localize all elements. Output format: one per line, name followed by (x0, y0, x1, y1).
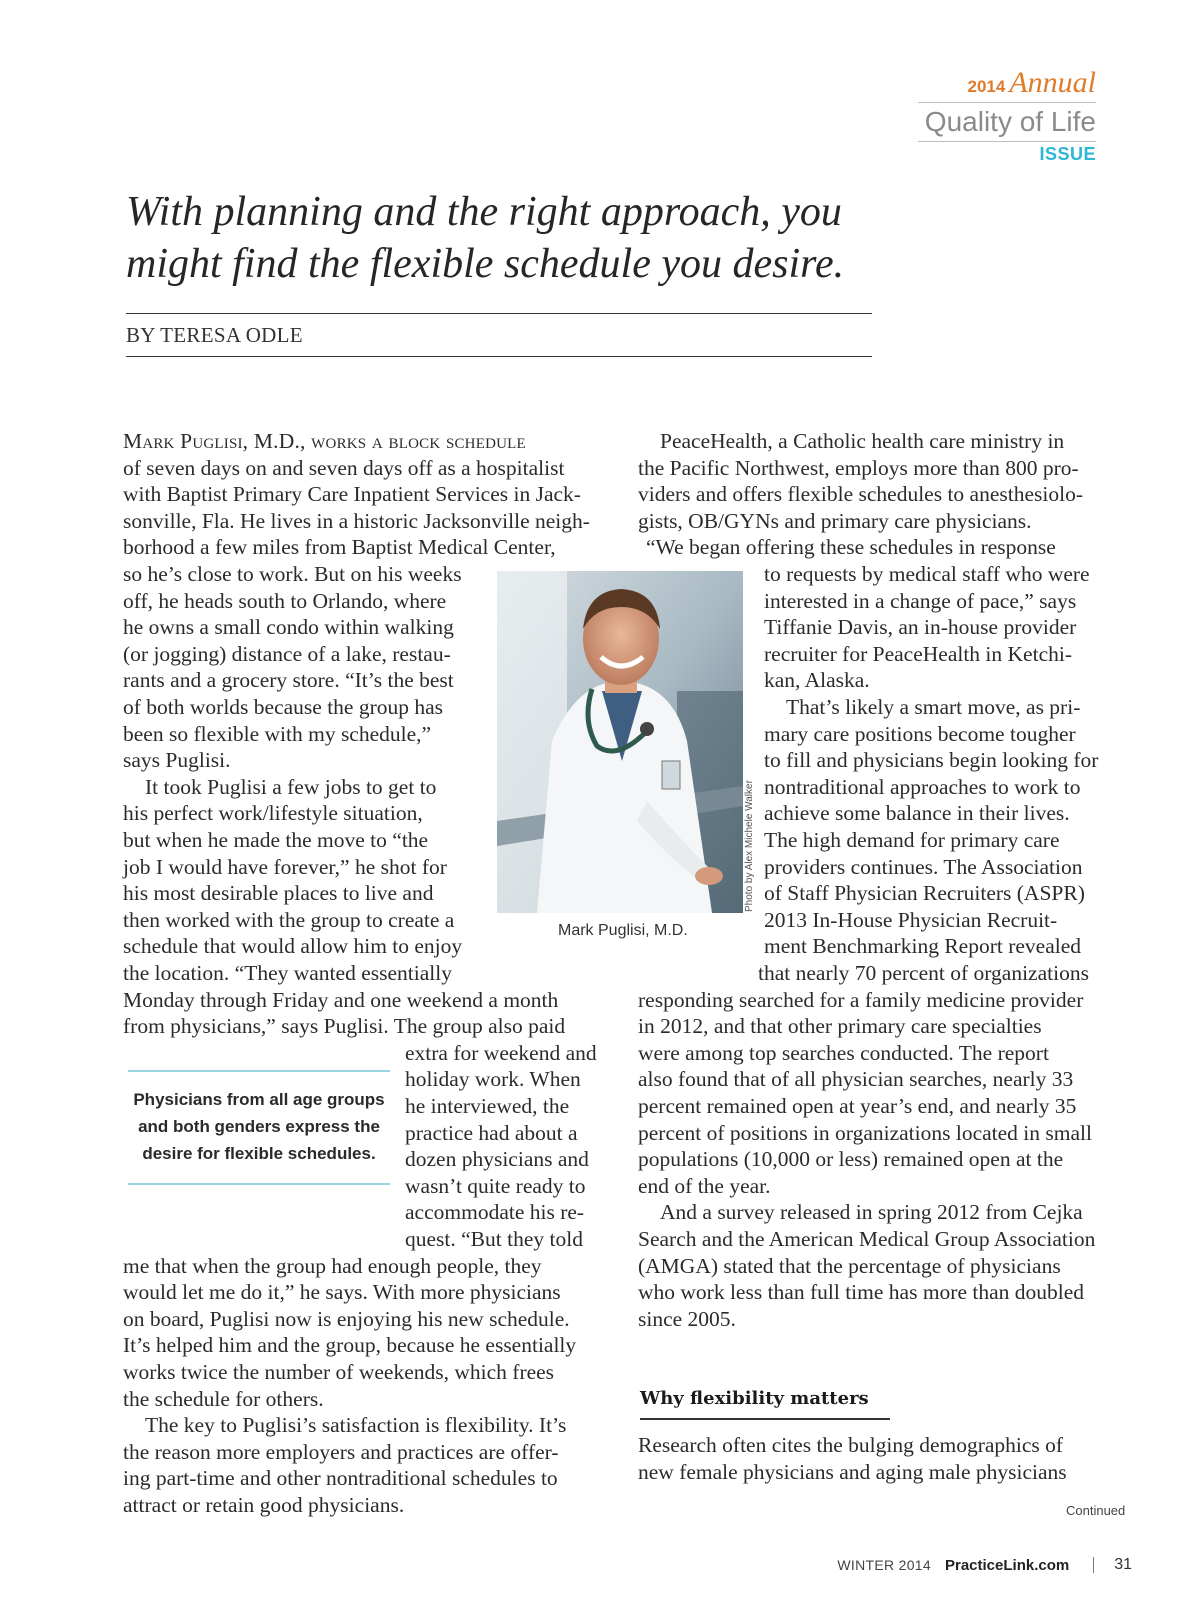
continued-label: Continued (1066, 1503, 1126, 1518)
text-line: The high demand for primary care (764, 828, 1060, 852)
text-line: were among top searches conducted. The report (638, 1040, 1049, 1065)
text-line: Tiffanie Davis, an in-house provider (764, 615, 1077, 640)
text-line: viders and offers flexible schedules to anesthesiolo- (638, 482, 1084, 507)
text-line: the location. “They wanted essentially (123, 961, 452, 985)
deck-line-2: might find the flexible schedule you desire. (126, 241, 845, 287)
text-line: providers continues. The Association (764, 854, 1083, 879)
masthead-annual: Annual (1009, 66, 1096, 99)
text-line: been so flexible with my schedule,” (123, 721, 432, 746)
text-line: end of the year. (638, 1173, 771, 1198)
text-line: schedule that would allow him to enjoy (123, 934, 463, 959)
text-line: extra for weekend and (405, 1040, 597, 1065)
pull-quote (128, 1070, 390, 1185)
text-line: achieve some balance in their lives. (764, 801, 1070, 826)
text-line: responding searched for a family medicine provider (638, 987, 1084, 1012)
text-line: quest. “But they told (405, 1227, 583, 1251)
text-line: to fill and physicians begin looking for (764, 748, 1099, 773)
text-line: wasn’t quite ready to (405, 1173, 586, 1198)
text-line: attract or retain good physicians. (123, 1493, 405, 1517)
text-line: 2013 In-House Physician Recruit- (764, 907, 1058, 932)
footer-divider (1093, 1557, 1094, 1573)
pull-quote-rule-bottom (128, 1183, 390, 1185)
text-line: populations (10,000 or less) remained open at the (638, 1147, 1064, 1172)
text-line: job I would have forever,” he shot for (123, 854, 447, 879)
footer-issue-date: WINTER 2014 (837, 1557, 931, 1573)
page-footer (837, 1556, 1132, 1574)
byline-rule-top (126, 313, 872, 314)
text-line: “We began offering these schedules in response (646, 535, 1056, 560)
text-line: Search and the American Medical Group Association (638, 1227, 1096, 1251)
text-line: interested in a change of pace,” says (764, 588, 1077, 613)
masthead-rule (918, 102, 1096, 103)
issue-masthead (918, 66, 1096, 165)
text-line: to requests by medical staff who were (764, 562, 1090, 586)
text-line: off, he heads south to Orlando, where (123, 588, 447, 613)
text-line: PeaceHealth, a Catholic health care ministry in (660, 429, 1065, 453)
pull-quote-text: Physicians from all age groups and both genders express the desire for flexible schedules. (133, 1090, 385, 1163)
masthead-line1 (918, 66, 1096, 100)
text-line: recruiter for PeaceHealth in Ketchi- (764, 641, 1073, 666)
subhead-rule (640, 1418, 890, 1420)
text-line: the reason more employers and practices are offer- (123, 1439, 559, 1464)
text-line: with Baptist Primary Care Inpatient Services in Jack- (123, 482, 581, 507)
page-number: 31 (1114, 1556, 1132, 1573)
doctor-photo (497, 571, 743, 913)
text-line: his most desirable places to live and (123, 881, 434, 906)
text-line: from physicians,” says Puglisi. The group also paid (123, 1014, 566, 1039)
text-line: then worked with the group to create a (123, 907, 455, 932)
text-line: so he’s close to work. But on his weeks (123, 562, 462, 586)
text-line: nontraditional approaches to work to (764, 774, 1081, 799)
masthead-title: Quality of Life (924, 106, 1096, 137)
text-line: of seven days on and seven days off as a hospitalist (123, 455, 565, 480)
section-subhead: Why flexibility matters (640, 1388, 869, 1409)
text-line: dozen physicians and (405, 1147, 589, 1172)
text-line: And a survey released in spring 2012 from Cejka (660, 1200, 1083, 1225)
text-line: mary care positions become tougher (764, 721, 1076, 746)
text-line: (AMGA) stated that the percentage of physicians (638, 1253, 1061, 1278)
text-line: ing part-time and other nontraditional schedules to (123, 1466, 558, 1491)
text-line: Monday through Friday and one weekend a month (123, 987, 559, 1012)
text-line: since 2005. (638, 1306, 736, 1331)
text-line: but when he made the move to “the (123, 828, 429, 852)
text-line: (or jogging) distance of a lake, restau- (123, 641, 451, 666)
text-line: that nearly 70 percent of organizations (758, 961, 1089, 985)
text-line: works twice the number of weekends, which frees (123, 1360, 555, 1384)
masthead-year: 2014 (967, 77, 1006, 96)
text-line: the schedule for others. (123, 1386, 324, 1411)
text-line: his perfect work/lifestyle situation, (123, 801, 423, 826)
doctor-photo-illustration (497, 571, 743, 913)
byline: BY TERESA ODLE (126, 323, 303, 347)
text-line: gists, OB/GYNs and primary care physicians. (638, 508, 1032, 533)
article-deck (126, 186, 886, 290)
deck-line-1: With planning and the right approach, you (126, 189, 842, 235)
text-line: That’s likely a smart move, as pri- (786, 695, 1081, 719)
text-line: sonville, Fla. He lives in a historic Jacksonville neigh- (123, 508, 590, 533)
text-line: also found that of all physician searches, nearly 33 (638, 1067, 1074, 1092)
text-line: It’s helped him and the group, because he essentially (123, 1333, 577, 1358)
text-line: who work less than full time has more than doubled (638, 1280, 1085, 1305)
text-line: practice had about a (405, 1120, 578, 1145)
text-line: new female physicians and aging male physicians (638, 1459, 1067, 1484)
text-line: rants and a grocery store. “It’s the best (123, 668, 454, 693)
text-line: would let me do it,” he says. With more physicians (123, 1280, 561, 1305)
text-line: Mark Puglisi, M.D., works a block schedule (123, 429, 526, 453)
text-line: on board, Puglisi now is enjoying his new schedule. (123, 1306, 570, 1331)
text-line: It took Puglisi a few jobs to get to (145, 774, 437, 799)
text-line: in 2012, and that other primary care specialties (638, 1014, 1042, 1039)
text-line: percent remained open at year’s end, and nearly 35 (638, 1094, 1077, 1118)
text-line: of Staff Physician Recruiters (ASPR) (764, 881, 1085, 906)
text-line: kan, Alaska. (764, 668, 870, 693)
text-line: says Puglisi. (123, 748, 231, 773)
byline-rule-bottom (126, 356, 872, 357)
text-line: holiday work. When (405, 1067, 581, 1092)
photo-caption: Mark Puglisi, M.D. (558, 922, 688, 939)
masthead-issue: ISSUE (1039, 144, 1096, 164)
text-line: Research often cites the bulging demographics of (638, 1433, 1064, 1457)
text-line: borhood a few miles from Baptist Medical Center, (123, 535, 556, 560)
text-line: the Pacific Northwest, employs more than 800 pro- (638, 455, 1079, 480)
text-line: The key to Puglisi’s satisfaction is flexibility. It’s (145, 1413, 567, 1438)
footer-site-link[interactable]: PracticeLink.com (944, 1556, 1070, 1574)
text-line: of both worlds because the group has (123, 695, 444, 719)
text-line: me that when the group had enough people, they (123, 1253, 542, 1278)
text-line: he interviewed, the (405, 1094, 570, 1118)
text-line: percent of positions in organizations located in small (638, 1120, 1092, 1145)
masthead-rule-2 (918, 141, 1096, 142)
text-line: accommodate his re- (405, 1200, 585, 1225)
photo-credit: Photo by Alex Michele Walker (744, 780, 755, 912)
text-line: ment Benchmarking Report revealed (764, 934, 1082, 959)
text-line: he owns a small condo within walking (123, 615, 454, 640)
